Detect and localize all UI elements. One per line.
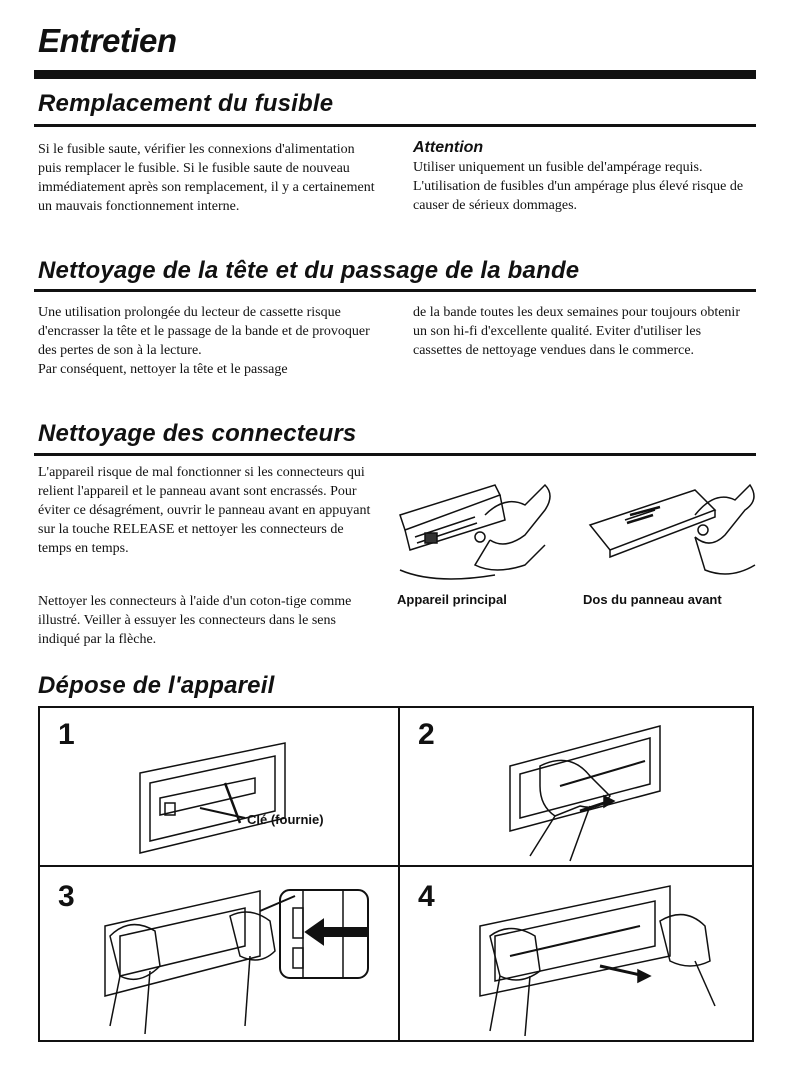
head-cleaning-body-left: Une utilisation prolongée du lecteur de cassette risque d'encrasser la tête et le passage de la bande et de provoquer des pertes de son à la lecture. Par conséquent, nettoyer la tête et le passage <box>38 305 370 377</box>
fuse-body: Si le fusible saute, vérifier les connexions d'alimentation puis remplacer le fusible. Si le fusible saute de nouveau immédiatement après son remplacement, il y a certainement un mauvais fonctionnement interne. <box>38 142 375 214</box>
step-4-illustration <box>470 876 740 1038</box>
main-unit-connector-illustration <box>395 475 575 590</box>
step-3-detail-inset <box>278 888 370 980</box>
key-label: Clé (fournie) <box>247 812 324 827</box>
caption-front-panel: Dos du panneau avant <box>583 592 722 607</box>
section-rule <box>34 453 756 456</box>
caption-main-unit: Appareil principal <box>397 592 507 607</box>
section-rule <box>34 289 756 292</box>
step-number: 1 <box>58 718 75 751</box>
grid-divider <box>398 708 400 1040</box>
section-heading-head-cleaning: Nettoyage de la tête et du passage de la bande <box>38 257 580 284</box>
attention-body: Utiliser uniquement un fusible del'ampérage requis. L'utilisation de fusibles d'un ampérage plus élevé risque de causer de sérieux dommages. <box>413 160 744 213</box>
step-1-illustration <box>135 723 335 863</box>
section-heading-fuse: Remplacement du fusible <box>38 90 334 117</box>
step-number: 3 <box>58 880 75 913</box>
head-cleaning-body-right: de la bande toutes les deux semaines pour toujours obtenir un son hi-fi d'excellente qualité. Eviter d'utiliser les cassettes de nettoyage vendues dans le commerce. <box>413 305 740 358</box>
title-rule <box>34 70 756 79</box>
step-number: 2 <box>418 718 435 751</box>
grid-divider <box>40 865 752 867</box>
section-rule <box>34 124 756 127</box>
step-number: 4 <box>418 880 435 913</box>
step-2-illustration <box>500 716 710 864</box>
attention-title: Attention <box>413 139 484 156</box>
step-3-illustration <box>100 876 300 1038</box>
front-panel-back-illustration <box>585 475 760 590</box>
connectors-body-1: L'appareil risque de mal fonctionner si les connecteurs qui relient l'appareil et le panneau avant sont encrassés. Pour éviter ce désagrément, ouvrir le panneau avant en appuyant sur la touche RELEASE et nettoyer les connecteurs de temps en temps. <box>38 465 371 556</box>
connectors-body-2: Nettoyer les connecteurs à l'aide d'un coton-tige comme illustré. Veiller à essuyer les connecteurs dans le sens indiqué par la flèche. <box>38 594 352 647</box>
section-heading-connectors: Nettoyage des connecteurs <box>38 420 357 447</box>
page-title: Entretien <box>38 22 177 59</box>
removal-steps-grid <box>38 706 754 1042</box>
section-heading-removal: Dépose de l'appareil <box>38 672 275 699</box>
